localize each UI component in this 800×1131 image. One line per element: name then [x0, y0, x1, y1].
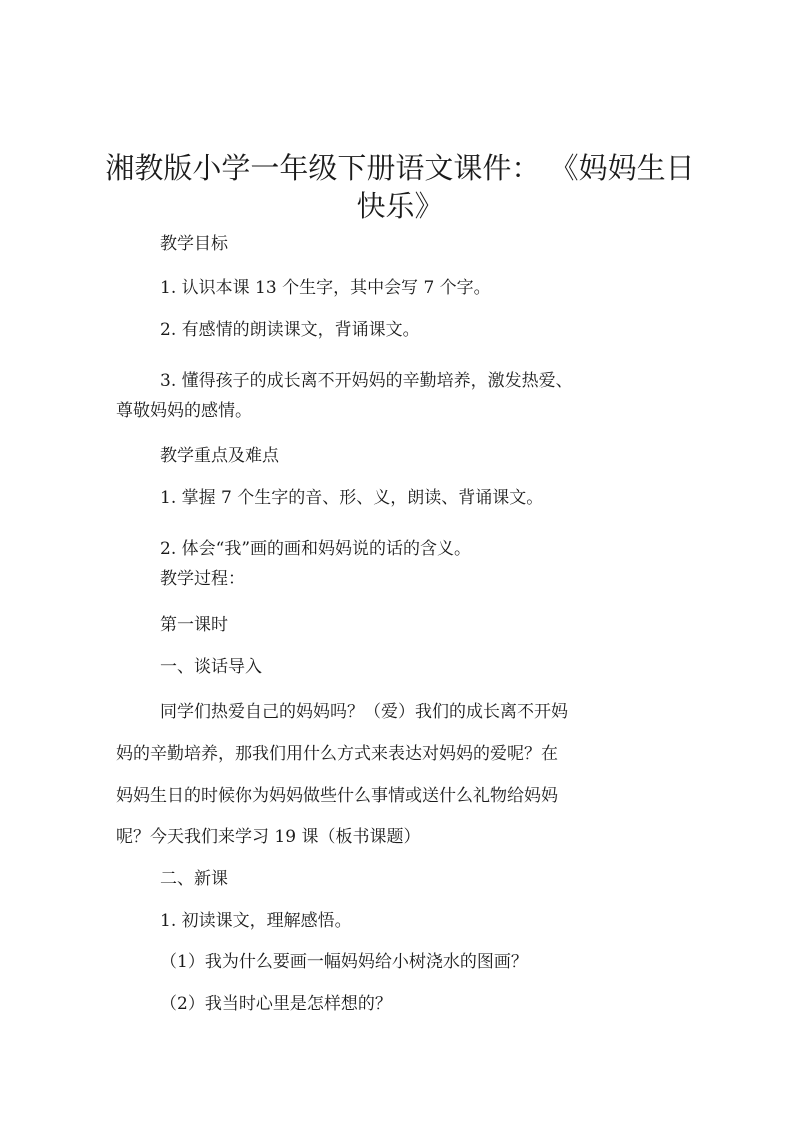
key-point-1: 1. 掌握 7 个生字的音、形、义，朗读、背诵课文。 [160, 488, 544, 508]
goal-item-3-continued: 尊敬妈妈的感情。 [116, 401, 252, 421]
intro-paragraph-line-3: 妈妈生日的时候你为妈妈做些什么事情或送什么礼物给妈妈 [116, 786, 558, 806]
intro-paragraph-line-1: 同学们热爱自己的妈妈吗？（爱）我们的成长离不开妈 [160, 702, 568, 722]
document-title: 湘教版小学一年级下册语文课件： 《妈妈生日 [105, 151, 695, 185]
goal-item-2: 2. 有感情的朗读课文，背诵课文。 [160, 320, 420, 340]
section-heading-process: 教学过程： [160, 569, 245, 589]
intro-paragraph-line-2: 妈的辛勤培养，那我们用什么方式来表达对妈妈的爱呢？在 [116, 744, 558, 764]
part-heading-intro: 一、谈话导入 [160, 657, 262, 677]
document-title-continued: 快乐》 [356, 189, 444, 223]
key-point-2: 2. 体会“我”画的画和妈妈说的话的含义。 [160, 539, 472, 559]
goal-item-1: 1. 认识本课 13 个生字，其中会写 7 个字。 [160, 278, 491, 298]
lesson-heading-first: 第一课时 [160, 615, 228, 635]
part-heading-new-lesson: 二、新课 [160, 869, 228, 889]
intro-paragraph-line-4: 呢？今天我们来学习 19 课（板书课题） [116, 827, 421, 847]
section-heading-goals: 教学目标 [160, 234, 228, 254]
question-2: （2）我当时心里是怎样想的？ [160, 994, 392, 1014]
goal-item-3: 3. 懂得孩子的成长离不开妈妈的辛勤培养，激发热爱、 [160, 371, 573, 391]
question-1: （1）我为什么要画一幅妈妈给小树浇水的图画？ [160, 952, 528, 972]
section-heading-key-points: 教学重点及难点 [160, 446, 279, 466]
new-lesson-item-1: 1. 初读课文，理解感悟。 [160, 911, 352, 931]
